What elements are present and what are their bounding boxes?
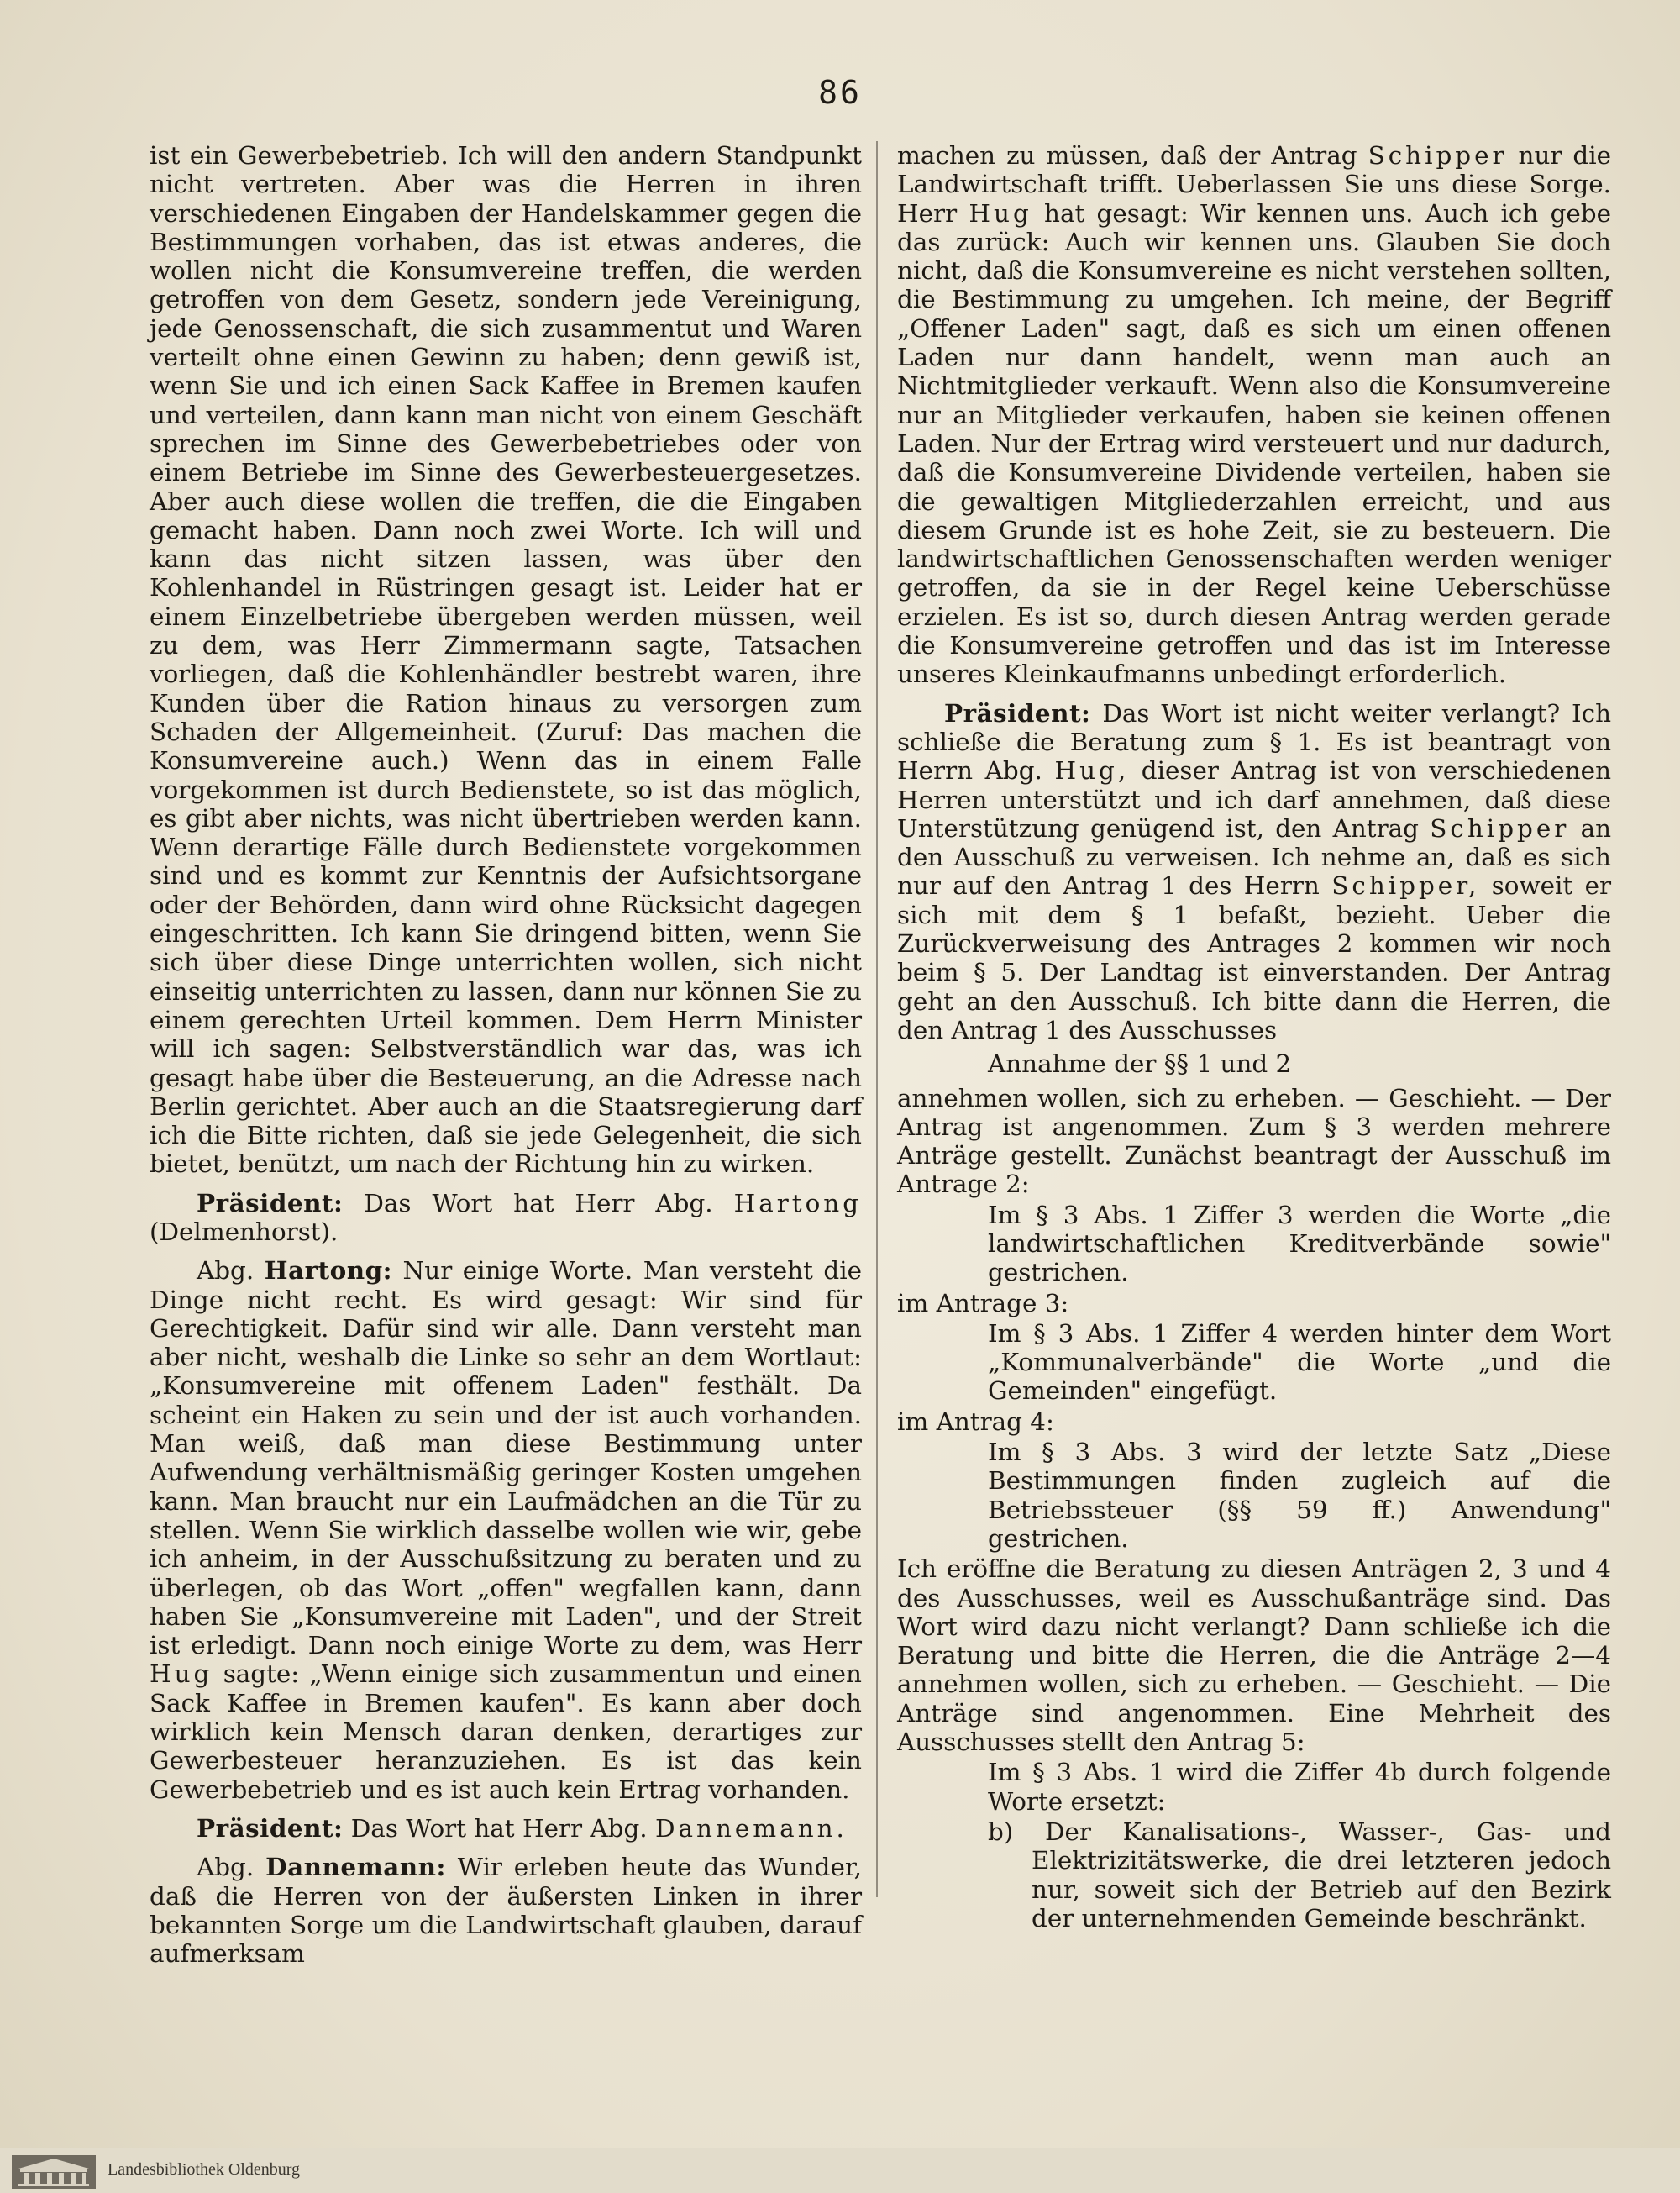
paragraph: ist ein Gewerbebetrieb. Ich will den andern Standpunkt nicht vertreten. Aber was die Herren in ihren verschiedenen Eingaben der Handelskammer gegen die Bestimmungen vorhaben, das ist etwas anderes, die wollen nicht die Konsumvereine treffen, die werden getroffen von dem Gesetz, sondern jede Vereinigung, jede Genossenschaft, die sich zusammentut und Waren verteilt ohne einen Gewinn zu haben; denn gewiß ist, wenn Sie und ich einen Sack Kaffee in Bremen kaufen und verteilen, dann kann man nicht von einem Geschäft sprechen im Sinne des Gewerbebetriebes oder von einem Betriebe im Sinne des Gewerbesteuergesetzes. Aber auch diese wollen die treffen, die die Eingaben gemacht haben. Dann noch zwei Worte. Ich will und kann das nicht sitzen lassen, was über den Kohlenhandel in Rüstringen gesagt ist. Leider hat er einem Einzelbetriebe übergeben werden müssen, weil zu dem, was Herr Zimmermann sagte, Tatsachen vorliegen, daß die Kohlenhändler bestrebt waren, ihre Kunden über die Ration hinaus zu versorgen zum Schaden der Allgemeinheit. (Zuruf: Das machen die Konsumvereine auch.) Wenn das in einem Falle vorgekommen ist durch Bedienstete, so ist das möglich, es gibt aber nichts, was nicht übertrieben werden kann. Wenn derartige Fälle durch Bedienstete vorgekommen sind und es kommt zur Kenntnis der Aufsichtsorgane oder der Behörden, dann wird ohne Rücksicht dagegen eingeschritten. Ich kann Sie dringend bitten, wenn Sie sich über diese Dinge unterrichten wollen, sich nicht einseitig unterrichten zu lassen, dann nur können Sie zu einem gerechten Urteil kommen. Dem Herrn Minister will ich sagen: Selbstverständlich war das, was ich gesagt habe über die Besteuerung, an die Adresse nach Berlin gerichtet. Aber auch an die Staatsregierung darf ich die Bitte richten, daß sie jede Gelegenheit, die sich bietet, benützt, um nach der Richtung hin zu wirken. [150, 141, 862, 1179]
speaker-label: Präsident: [944, 697, 1091, 728]
speaker-label: Präsident: [197, 1812, 344, 1843]
speaker-label: Dannemann: [265, 1852, 446, 1882]
member-name: Hug, [1054, 756, 1130, 786]
speaker-prefix: Abg. [197, 1256, 255, 1286]
paragraph: im Antrag 4: [897, 1407, 1054, 1436]
paragraph-speaker-president [150, 1814, 862, 1843]
quoted-motion: Im § 3 Abs. 3 wird der letzte Satz „Diese Bestimmungen finden zugleich auf die Betriebssteuer (§§ 59 ff.) Anwendung" gestrichen. [988, 1438, 1611, 1553]
speech-text: Das Wort hat Herr Abg. [350, 1813, 648, 1843]
speech-text: Das Wort ist nicht weiter verlangt? Ich schließe die Beratung zum § 1. Es ist beantragt von Herrn Abg. [897, 698, 1611, 786]
paragraph-speaker-president [897, 699, 1611, 1045]
list-item: b) Der Kanalisations-, Wasser-, Gas- und Elektrizitätswerke, die drei letzteren jedoch nur, soweit sich der Betrieb auf den Bezirk der unternehmenden Gemeinde beschränkt. [988, 1817, 1611, 1933]
speech-text: an den Ausschuß zu verweisen. Ich nehme an, daß es sich nur auf den Antrag 1 des Herrn [897, 813, 1612, 901]
member-name: Hug [969, 198, 1032, 228]
speaker-label: Präsident: [197, 1187, 344, 1217]
speech-text: (Delmenhorst). [150, 1217, 339, 1246]
member-name: Dannemann. [654, 1813, 848, 1843]
paragraph: im Antrage 3: [897, 1288, 1069, 1317]
left-column [150, 141, 862, 1968]
footer-label: Landesbibliothek Oldenburg [108, 2160, 301, 2179]
speech-text: soweit er sich mit dem § 1 befaßt, bezieht. Ueber die Zurückverweisung des Antrages 2 kommen wir noch beim § 5. Der Landtag ist einverstanden. Der Antrag geht an den Ausschuß. Ich bitte dann die Herren, die den Antrag 1 des Ausschusses [897, 871, 1612, 1044]
speech-text: nur die Landwirtschaft trifft. Ueberlassen Sie uns diese Sorge. Herr [897, 141, 1612, 228]
paragraph [897, 141, 1611, 689]
speech-text: hat gesagt: Wir kennen uns. Auch ich gebe das zurück: Auch wir kennen uns. Glauben Sie doch nicht, daß die Konsumvereine es nicht verstehen sollten, die Bestimmung zu umgehen. Ich meine, der Begriff „Offener Laden" sagt, daß es sich um einen offenen Laden nur dann handelt, wenn man auch an Nichtmitglieder verkauft. Wenn also die Konsumvereine nur an Mitglieder verkaufen, haben sie keinen offenen Laden. Nur der Ertrag wird versteuert und nur dadurch, daß die Konsumvereine Dividende verteilen, haben sie die gewaltigen Mitgliederzahlen erreicht, und aus diesem Grunde ist es hohe Zeit, sie zu besteuern. Die landwirtschaftlichen Genossenschaften werden weniger getroffen, da sie in der Regel keine Ueberschüsse erzielen. Es ist so, durch diesen Antrag werden gerade die Konsumvereine getroffen und das ist im Interesse unseres Kleinkaufmanns unbedingt erforderlich. [897, 198, 1612, 689]
speaker-prefix: Abg. [197, 1853, 255, 1882]
speech-text: Nur einige Worte. Man versteht die Dinge nicht recht. Es wird gesagt: Wir sind für Gerechtigkeit. Dafür sind wir alle. Dann versteht man aber nicht, weshalb die Linke so sehr an dem Wortlaut: „Konsumvereine mit offenem Laden" festhält. Da scheint ein Haken zu sein und der ist auch vorhanden. Man weiß, daß man diese Bestimmung unter Aufwendung verhältnismäßig geringer Kosten umgehen kann. Man braucht nur ein Laufmädchen an die Tür zu stellen. Wenn Sie wirklich dasselbe wollen wie wir, gebe ich anheim, in der Ausschußsitzung zu beraten und zu überlegen, ob das Wort „offen" wegfallen kann, dann haben Sie „Konsumvereine mit Laden", und der Streit ist erledigt. Dann noch einige Worte zu dem, was Herr [150, 1256, 863, 1660]
paragraph-speaker-hartong [150, 1256, 862, 1804]
member-name: Hug [150, 1659, 213, 1689]
paragraph: Ich eröffne die Beratung zu diesen Anträgen 2, 3 und 4 des Ausschusses, weil es Ausschußanträge sind. Das Wort wird dazu nicht verlangt? Dann schließe ich die Beratung und bitte die Herren, die die Anträge 2—4 annehmen wollen, sich zu erheben. — Geschieht. — Die Anträge sind angenommen. Eine Mehrheit des Ausschusses stellt den Antrag 5: [897, 1554, 1611, 1757]
member-name: Schipper [1368, 141, 1508, 170]
speaker-label: Hartong: [264, 1255, 392, 1286]
library-building-icon [12, 2155, 96, 2189]
member-name: Hartong [733, 1188, 863, 1217]
quoted-motion: Annahme der §§ 1 und 2 [988, 1049, 1292, 1079]
speech-text: Das Wort hat Herr Abg. [364, 1188, 713, 1217]
speech-text: machen zu müssen, daß der Antrag [897, 141, 1357, 170]
footer-bar [0, 2148, 1680, 2193]
paragraph: annehmen wollen, sich zu erheben. — Geschieht. — Der Antrag ist angenommen. Zum § 3 werden mehrere Anträge gestellt. Zunächst beantragt der Ausschuß im Antrage 2: [897, 1083, 1611, 1199]
member-name: Schipper, [1331, 871, 1480, 901]
member-name: Schipper [1430, 813, 1570, 843]
paragraph-speaker-dannemann [150, 1853, 862, 1968]
column-divider [876, 141, 878, 1897]
speech-text: Wir erleben heute das Wunder, daß die Herren von der äußersten Linken in ihrer bekannten Sorge um die Landwirtschaft glauben, darauf aufmerksam [150, 1853, 863, 1969]
quoted-motion: Im § 3 Abs. 1 Ziffer 4 werden hinter dem Wort „Kommunalverbände" die Worte „und die Gemeinden" eingefügt. [988, 1318, 1611, 1406]
paragraph-speaker-president [150, 1189, 862, 1247]
quoted-motion: Im § 3 Abs. 1 wird die Ziffer 4b durch folgende Worte ersetzt: [988, 1758, 1611, 1816]
quoted-motion: Im § 3 Abs. 1 Ziffer 3 werden die Worte „die landwirtschaftlichen Kreditverbände sowie" gestrichen. [988, 1200, 1611, 1287]
page-number: 86 [818, 74, 862, 111]
speech-text: sagte: „Wenn einige sich zusammentun und einen Sack Kaffee in Bremen kaufen". Es kann aber doch wirklich kein Mensch daran denken, derartiges zur Gewerbesteuer heranzuziehen. Es ist das kein Gewerbebetrieb und es ist auch kein Ertrag vorhanden. [150, 1659, 862, 1804]
speech-text: dieser Antrag ist von verschiedenen Herren unterstützt und ich darf annehmen, daß diese Unterstützung genügend ist, den Antrag [897, 756, 1611, 843]
right-column [897, 141, 1611, 1933]
